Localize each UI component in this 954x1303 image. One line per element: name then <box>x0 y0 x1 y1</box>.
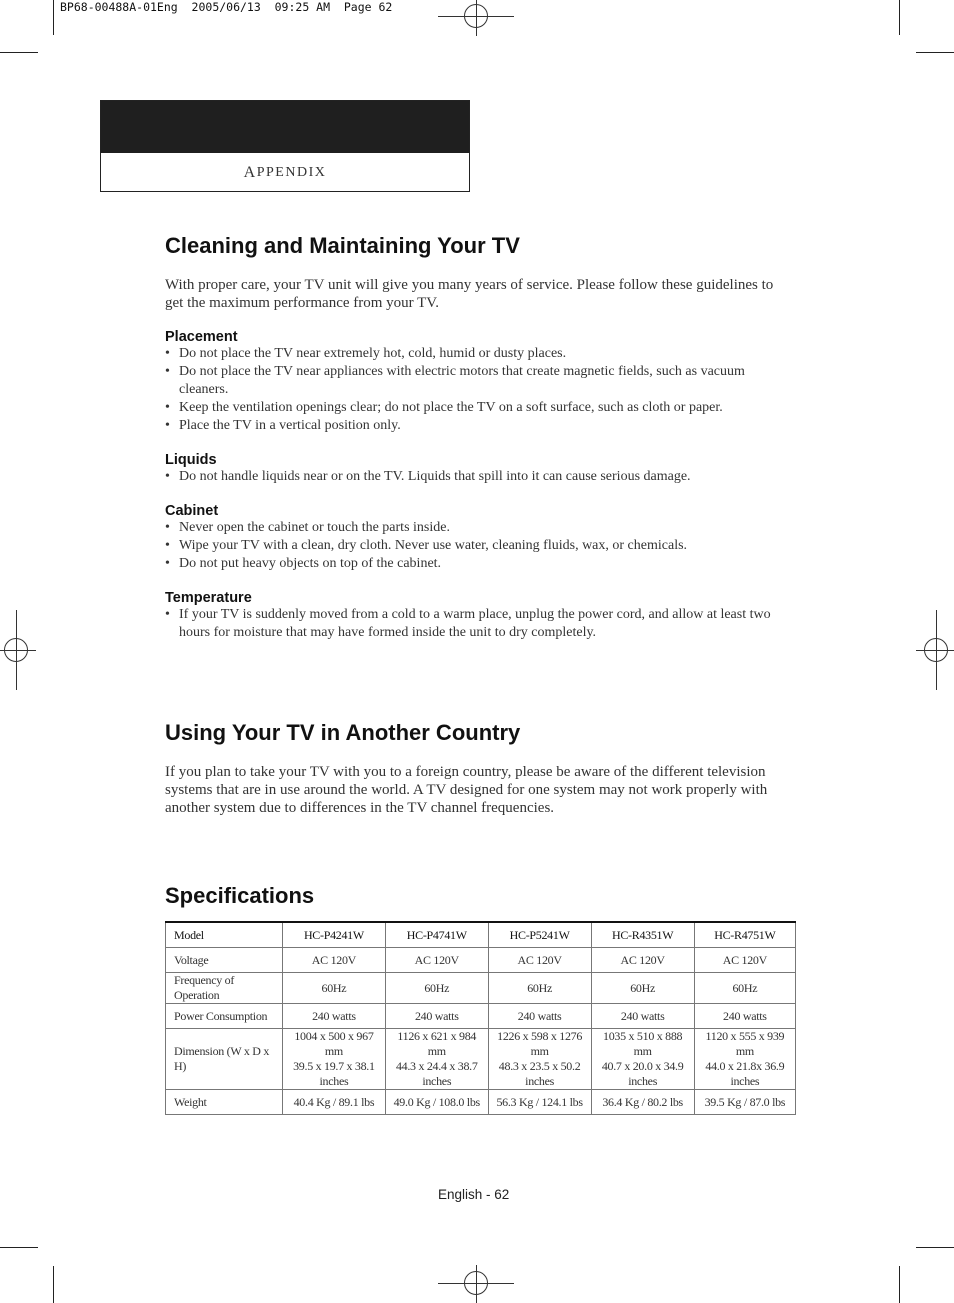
dimension-inches: 44.3 x 24.4 x 38.7 inches <box>395 1059 478 1088</box>
country-section <box>165 720 795 817</box>
row-header: Model <box>166 922 283 948</box>
table-cell <box>694 1029 795 1090</box>
cleaning-intro: With proper care, your TV unit will give you many years of service. Please follow these guidelines to get the maximum performance from your TV. <box>165 277 774 311</box>
crop-mark <box>899 0 900 35</box>
crop-mark <box>899 1266 900 1303</box>
list-item: • Do not handle liquids near or on the TV. Liquids that spill into it can cause serious damage. <box>165 468 795 486</box>
table-row <box>166 922 796 948</box>
table-cell: AC 120V <box>591 948 694 973</box>
appendix-banner <box>100 100 470 192</box>
liquids-heading: Liquids <box>165 452 217 468</box>
list-item: • Wipe your TV with a clean, dry cloth. Never use water, cleaning fluids, wax, or chemicals. <box>165 537 795 555</box>
crop-mark <box>0 1247 38 1248</box>
table-row <box>166 1029 796 1090</box>
table-cell: 36.4 Kg / 80.2 lbs <box>591 1090 694 1115</box>
row-header: Power Consumption <box>166 1004 283 1029</box>
table-row <box>166 948 796 973</box>
model-cell: HC-P4741W <box>385 922 488 948</box>
table-cell: AC 120V <box>283 948 386 973</box>
table-cell <box>488 1029 591 1090</box>
dimension-mm: 1226 x 598 x 1276 mm <box>497 1029 583 1058</box>
table-cell: 60Hz <box>488 973 591 1004</box>
dimension-inches: 44.0 x 21.8x 36.9 inches <box>705 1059 785 1088</box>
table-cell <box>385 1029 488 1090</box>
table-cell: 49.0 Kg / 108.0 lbs <box>385 1090 488 1115</box>
row-header: Weight <box>166 1090 283 1115</box>
page-footer: English - 62 <box>438 1187 510 1202</box>
table-cell <box>591 1029 694 1090</box>
placement-heading: Placement <box>165 329 238 345</box>
dimension-mm: 1004 x 500 x 967 mm <box>294 1029 374 1058</box>
cabinet-list <box>165 519 795 573</box>
country-body: If you plan to take your TV with you to a foreign country, please be aware of the different television systems that are in use around the world. A TV designed for one system may not work properly with another system due to differences in the TV channel frequencies. <box>165 764 768 816</box>
table-cell <box>283 1029 386 1090</box>
cleaning-section <box>165 233 795 642</box>
list-item: • Place the TV in a vertical position only. <box>165 417 795 435</box>
table-cell: 60Hz <box>385 973 488 1004</box>
table-cell: 60Hz <box>694 973 795 1004</box>
banner-black-bar <box>101 101 469 153</box>
table-cell: 240 watts <box>591 1004 694 1029</box>
table-cell: AC 120V <box>694 948 795 973</box>
table-row <box>166 1004 796 1029</box>
temperature-list <box>165 606 795 642</box>
liquids-list <box>165 468 795 486</box>
model-cell: HC-R4351W <box>591 922 694 948</box>
table-cell: AC 120V <box>385 948 488 973</box>
specs-section <box>165 883 795 909</box>
table-cell: 240 watts <box>488 1004 591 1029</box>
table-cell: AC 120V <box>488 948 591 973</box>
list-item: • Do not place the TV near appliances with electric motors that create magnetic fields, such as vacuum cleaners. <box>165 363 795 399</box>
specifications-table <box>165 921 796 1115</box>
table-cell: 56.3 Kg / 124.1 lbs <box>488 1090 591 1115</box>
crop-mark <box>916 52 954 53</box>
model-cell: HC-P4241W <box>283 922 386 948</box>
table-cell: 60Hz <box>591 973 694 1004</box>
list-item: • If your TV is suddenly moved from a cold to a warm place, unplug the power cord, and allow at least two hours for moisture that may have formed inside the unit to dry completely. <box>165 606 795 642</box>
row-header: Frequency of Operation <box>166 973 283 1004</box>
temperature-heading: Temperature <box>165 590 252 606</box>
row-header: Dimension (W x D x H) <box>166 1029 283 1090</box>
row-header: Voltage <box>166 948 283 973</box>
banner-label: A PPENDIX <box>243 163 327 181</box>
list-item: • Do not place the TV near extremely hot, cold, humid or dusty places. <box>165 345 795 363</box>
crop-mark <box>916 1247 954 1248</box>
dimension-mm: 1126 x 621 x 984 mm <box>397 1029 477 1058</box>
crop-mark <box>0 52 38 53</box>
model-cell: HC-R4751W <box>694 922 795 948</box>
list-item: • Never open the cabinet or touch the parts inside. <box>165 519 795 537</box>
table-cell: 39.5 Kg / 87.0 lbs <box>694 1090 795 1115</box>
dimension-inches: 40.7 x 20.0 x 34.9 inches <box>601 1059 684 1088</box>
dimension-inches: 39.5 x 19.7 x 38.1 inches <box>293 1059 375 1088</box>
list-item: • Keep the ventilation openings clear; do not place the TV on a soft surface, such as cloth or paper. <box>165 399 795 417</box>
table-cell: 40.4 Kg / 89.1 lbs <box>283 1090 386 1115</box>
crop-mark <box>53 1266 54 1303</box>
placement-list <box>165 345 795 435</box>
country-title: Using Your TV in Another Country <box>165 720 521 745</box>
cleaning-title: Cleaning and Maintaining Your TV <box>165 233 520 258</box>
table-cell: 60Hz <box>283 973 386 1004</box>
specs-title: Specifications <box>165 883 315 908</box>
crop-mark <box>53 0 54 35</box>
dimension-mm: 1120 x 555 x 939 mm <box>705 1029 785 1058</box>
dimension-inches: 48.3 x 23.5 x 50.2 inches <box>498 1059 581 1088</box>
table-cell: 240 watts <box>283 1004 386 1029</box>
table-cell: 240 watts <box>385 1004 488 1029</box>
table-row <box>166 973 796 1004</box>
cabinet-heading: Cabinet <box>165 503 219 519</box>
dimension-mm: 1035 x 510 x 888 mm <box>603 1029 683 1058</box>
print-header: BP68-00488A-01Eng 2005/06/13 09:25 AM Page 62 <box>60 0 393 14</box>
table-row <box>166 1090 796 1115</box>
list-item: • Do not put heavy objects on top of the cabinet. <box>165 555 795 573</box>
model-cell: HC-P5241W <box>488 922 591 948</box>
table-cell: 240 watts <box>694 1004 795 1029</box>
